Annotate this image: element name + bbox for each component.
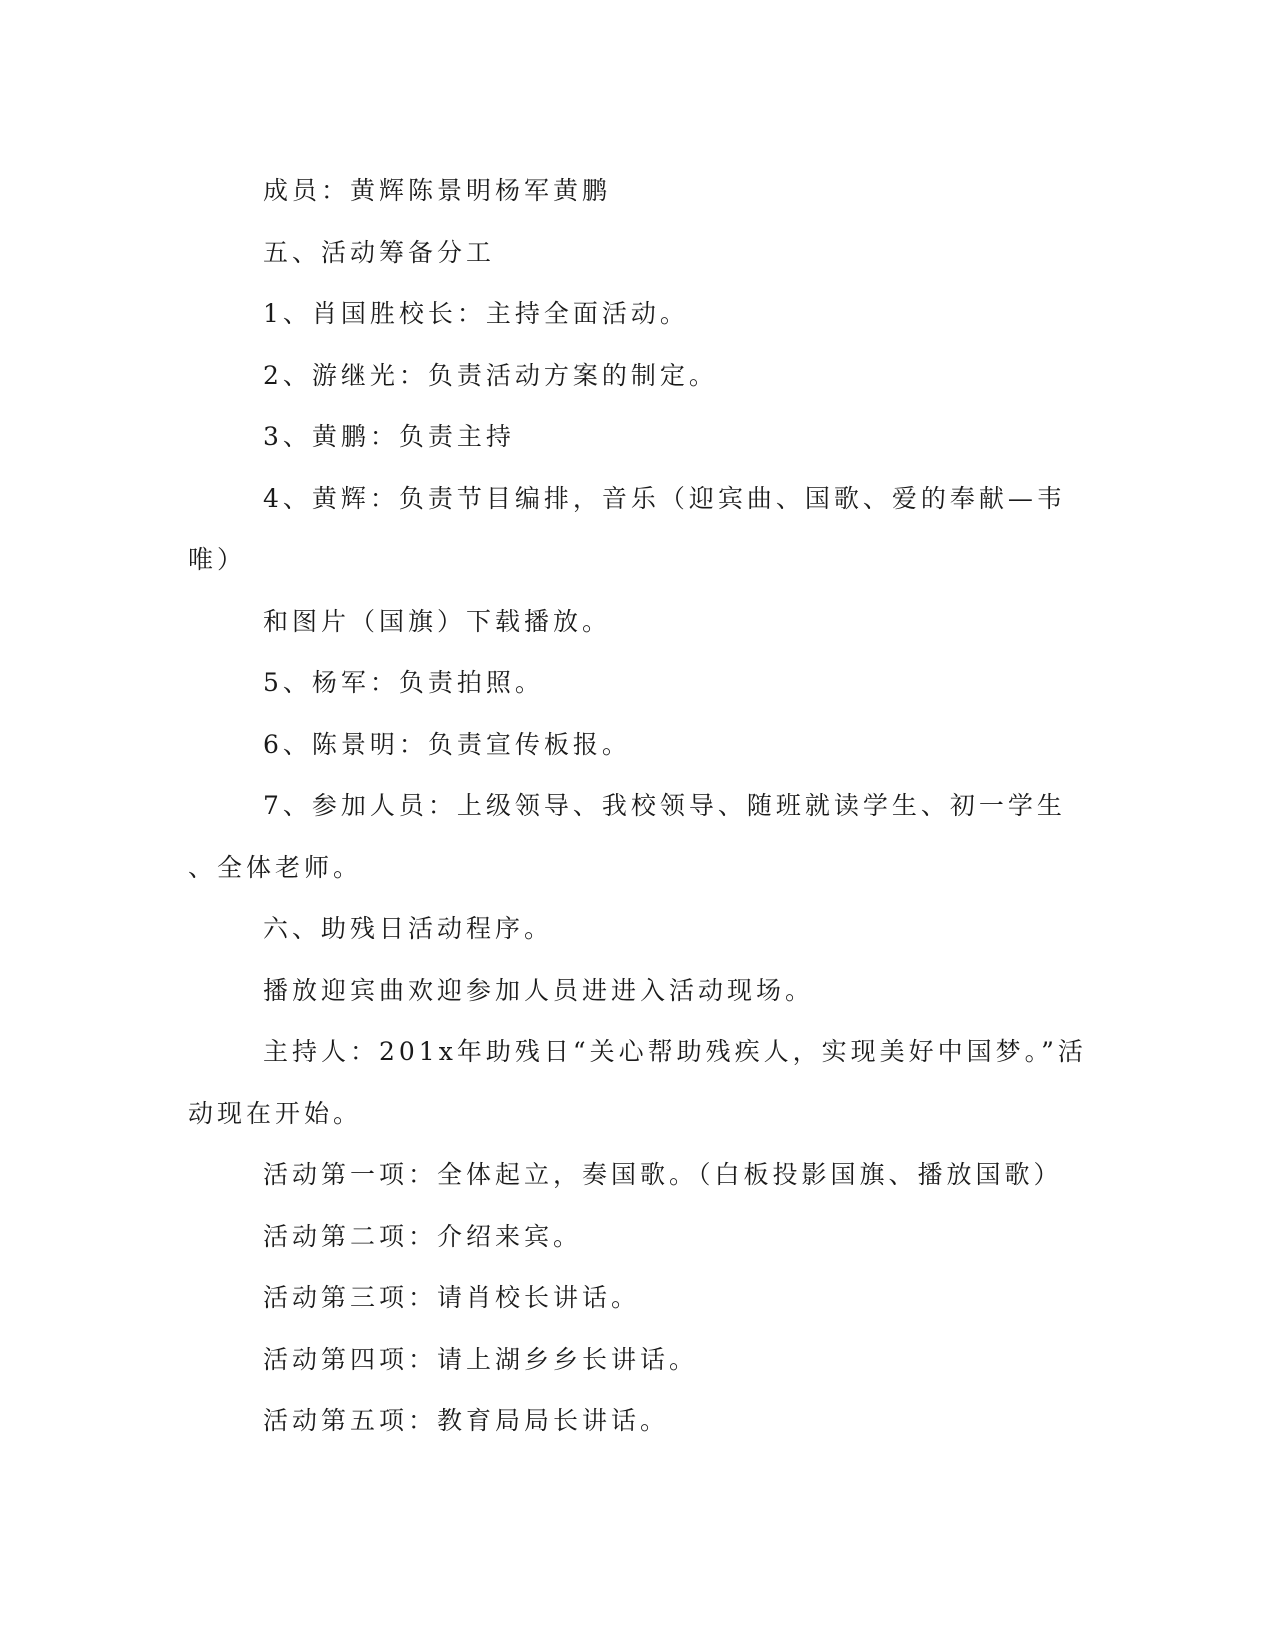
list-item: 3、黄鹏：负责主持 <box>263 422 515 451</box>
paragraph: 播放迎宾曲欢迎参加人员进进入活动现场。 <box>263 975 815 1005</box>
section-heading-program: 六、助残日活动程序。 <box>263 914 554 943</box>
program-item: 活动第三项：请肖校长讲话。 <box>263 1283 641 1312</box>
list-item: 7、参加人员：上级领导、我校领导、随班就读学生、初一学生 <box>263 791 1066 820</box>
list-item: 2、游继光：负责活动方案的制定。 <box>263 360 718 390</box>
program-item: 活动第一项：全体起立，奏国歌。（白板投影国旗、播放国歌） <box>263 1160 1063 1189</box>
document-body <box>188 160 1087 1452</box>
paragraph: 主持人：201x年助残日“关心帮助残疾人，实现美好中国梦。”活 <box>263 1037 1087 1066</box>
list-item: 6、陈景明：负责宣传板报。 <box>263 729 631 759</box>
paragraph-continuation: 动现在开始。 <box>188 1098 363 1128</box>
program-item: 活动第五项：教育局局长讲话。 <box>263 1406 670 1435</box>
list-item: 5、杨军：负责拍照。 <box>263 668 544 697</box>
list-item: 1、肖国胜校长：主持全面活动。 <box>263 299 689 328</box>
list-item-continuation: 唯） <box>188 545 247 574</box>
members-line: 成员：黄辉陈景明杨军黄鹏 <box>263 176 612 205</box>
list-item: 4、黄辉：负责节目编排，音乐（迎宾曲、国歌、爱的奉献—韦 <box>263 483 1066 513</box>
list-item-continuation: 、全体老师。 <box>188 852 363 882</box>
section-heading-preparation: 五、活动筹备分工 <box>263 237 496 267</box>
list-item-continuation: 和图片（国旗）下载播放。 <box>263 606 612 636</box>
program-item: 活动第二项：介绍来宾。 <box>263 1221 583 1251</box>
program-item: 活动第四项：请上湖乡乡长讲话。 <box>263 1344 699 1374</box>
